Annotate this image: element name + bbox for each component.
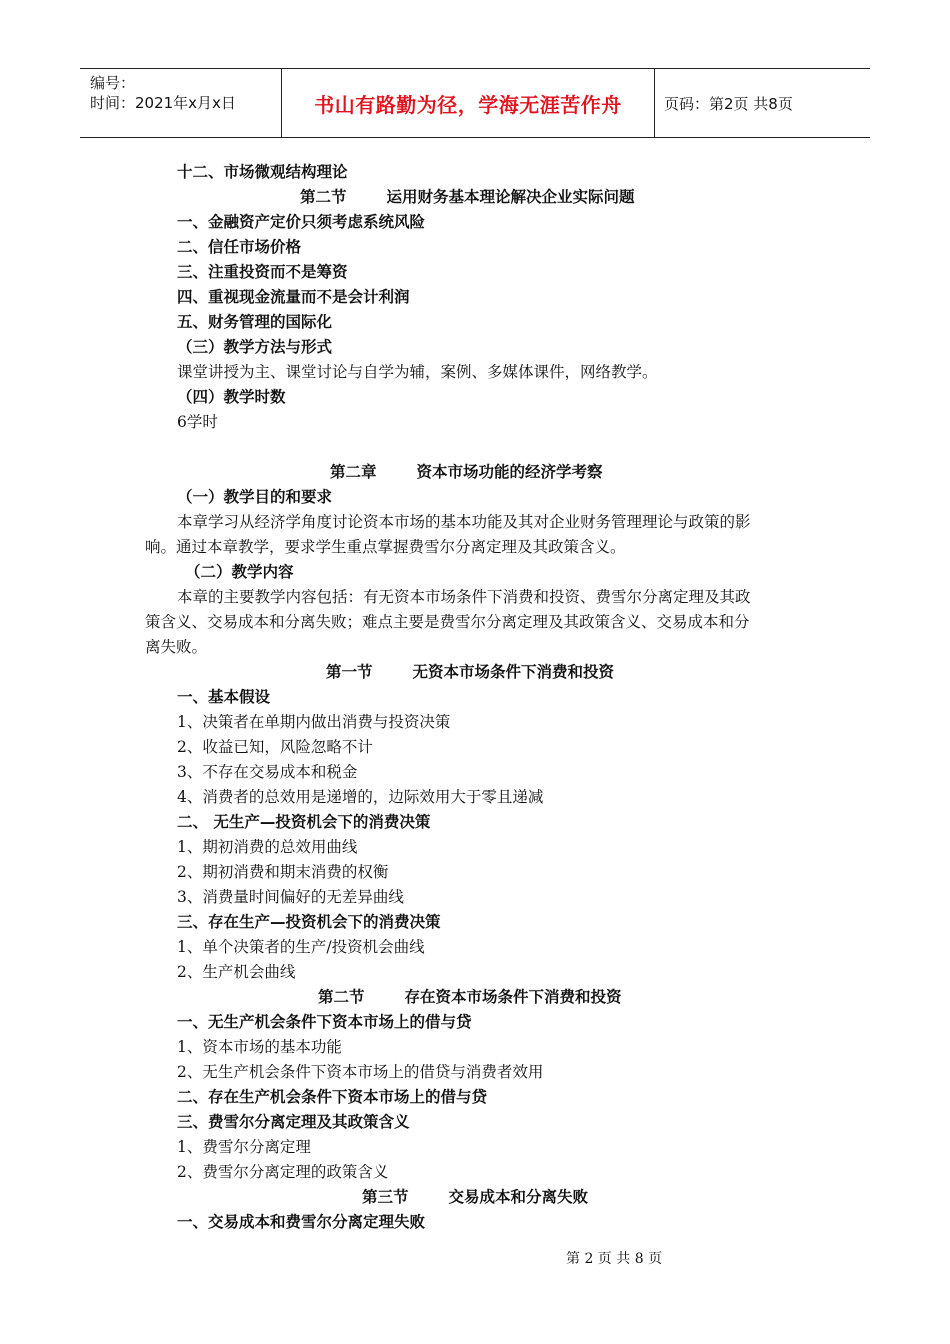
list-item: 2、无生产机会条件下资本市场上的借贷与消费者效用 [177,1063,544,1081]
paragraph-line: 本章学习从经济学角度讨论资本市场的基本功能及其对企业财务管理理论与政策的影 [177,513,751,531]
document-date: 时间：2021年x月x日 [90,94,236,112]
list-item: 1、单个决策者的生产/投资机会曲线 [177,938,425,956]
paragraph-line: 本章的主要教学内容包括：有无资本市场条件下消费和投资、费雪尔分离定理及其政 [177,588,751,606]
heading: 一、基本假设 [177,688,271,706]
list-item: 3、消费量时间偏好的无差异曲线 [177,888,404,906]
page-footer: 第 2 页 共 8 页 [566,1251,663,1267]
heading: 十二、市场微观结构理论 [177,163,348,181]
subheading: （一）教学目的和要求 [177,488,333,506]
section-heading: 第一节 无资本市场条件下消费和投资 [326,663,615,681]
chapter-heading: 第二章 资本市场功能的经济学考察 [330,463,603,481]
header-meta [90,73,280,113]
document-number: 编号： [90,74,136,92]
paragraph-line: 响。通过本章教学，要求学生重点掌握费雪尔分离定理及其政策含义。 [145,538,626,556]
section-heading: 第二节 运用财务基本理论解决企业实际问题 [300,188,635,206]
list-item: 3、不存在交易成本和税金 [177,763,358,781]
subheading: （二）教学内容 [185,563,294,581]
heading: 二、存在生产机会条件下资本市场上的借与贷 [177,1088,488,1106]
list-item: 4、消费者的总效用是递增的，边际效用大于零且递减 [177,788,544,806]
section-heading: 第三节 交易成本和分离失败 [362,1188,589,1206]
subheading: （四）教学时数 [177,388,286,406]
header-motto-cell [281,69,655,137]
paragraph-line: 6学时 [177,413,218,431]
header-page-number: 页码：第2页 共8页 [664,95,793,113]
paragraph-line: 策含义、交易成本和分离失败；难点主要是费雪尔分离定理及其政策含义、交易成本和分 [145,613,750,631]
paragraph-line: 课堂讲授为主、课堂讨论与自学为辅，案例、多媒体课件，网络教学。 [177,363,658,381]
heading: 三、存在生产—投资机会下的消费决策 [177,913,441,931]
heading: 二、 无生产—投资机会下的消费决策 [177,813,431,831]
section-heading: 第二节 存在资本市场条件下消费和投资 [318,988,622,1006]
motto-text: 书山有路勤为径，学海无涯苦作舟 [314,92,622,117]
page-header [80,68,870,138]
list-item: 1、费雪尔分离定理 [177,1138,311,1156]
heading: 二、信任市场价格 [177,238,302,256]
list-item: 1、期初消费的总效用曲线 [177,838,358,856]
heading: 一、金融资产定价只须考虑系统风险 [177,213,426,231]
list-item: 2、期初消费和期末消费的权衡 [177,863,389,881]
list-item: 2、生产机会曲线 [177,963,296,981]
heading: 一、无生产机会条件下资本市场上的借与贷 [177,1013,472,1031]
heading: 一、交易成本和费雪尔分离定理失败 [177,1213,426,1231]
list-item: 1、决策者在单期内做出消费与投资决策 [177,713,451,731]
heading: 三、注重投资而不是筹资 [177,263,348,281]
paragraph-line: 离失败。 [145,638,208,656]
heading: 五、财务管理的国际化 [177,313,333,331]
list-item: 1、资本市场的基本功能 [177,1038,342,1056]
list-item: 2、收益已知，风险忽略不计 [177,738,373,756]
list-item: 2、费雪尔分离定理的政策含义 [177,1163,389,1181]
subheading: （三）教学方法与形式 [177,338,333,356]
heading: 三、费雪尔分离定理及其政策含义 [177,1113,410,1131]
heading: 四、重视现金流量而不是会计利润 [177,288,410,306]
